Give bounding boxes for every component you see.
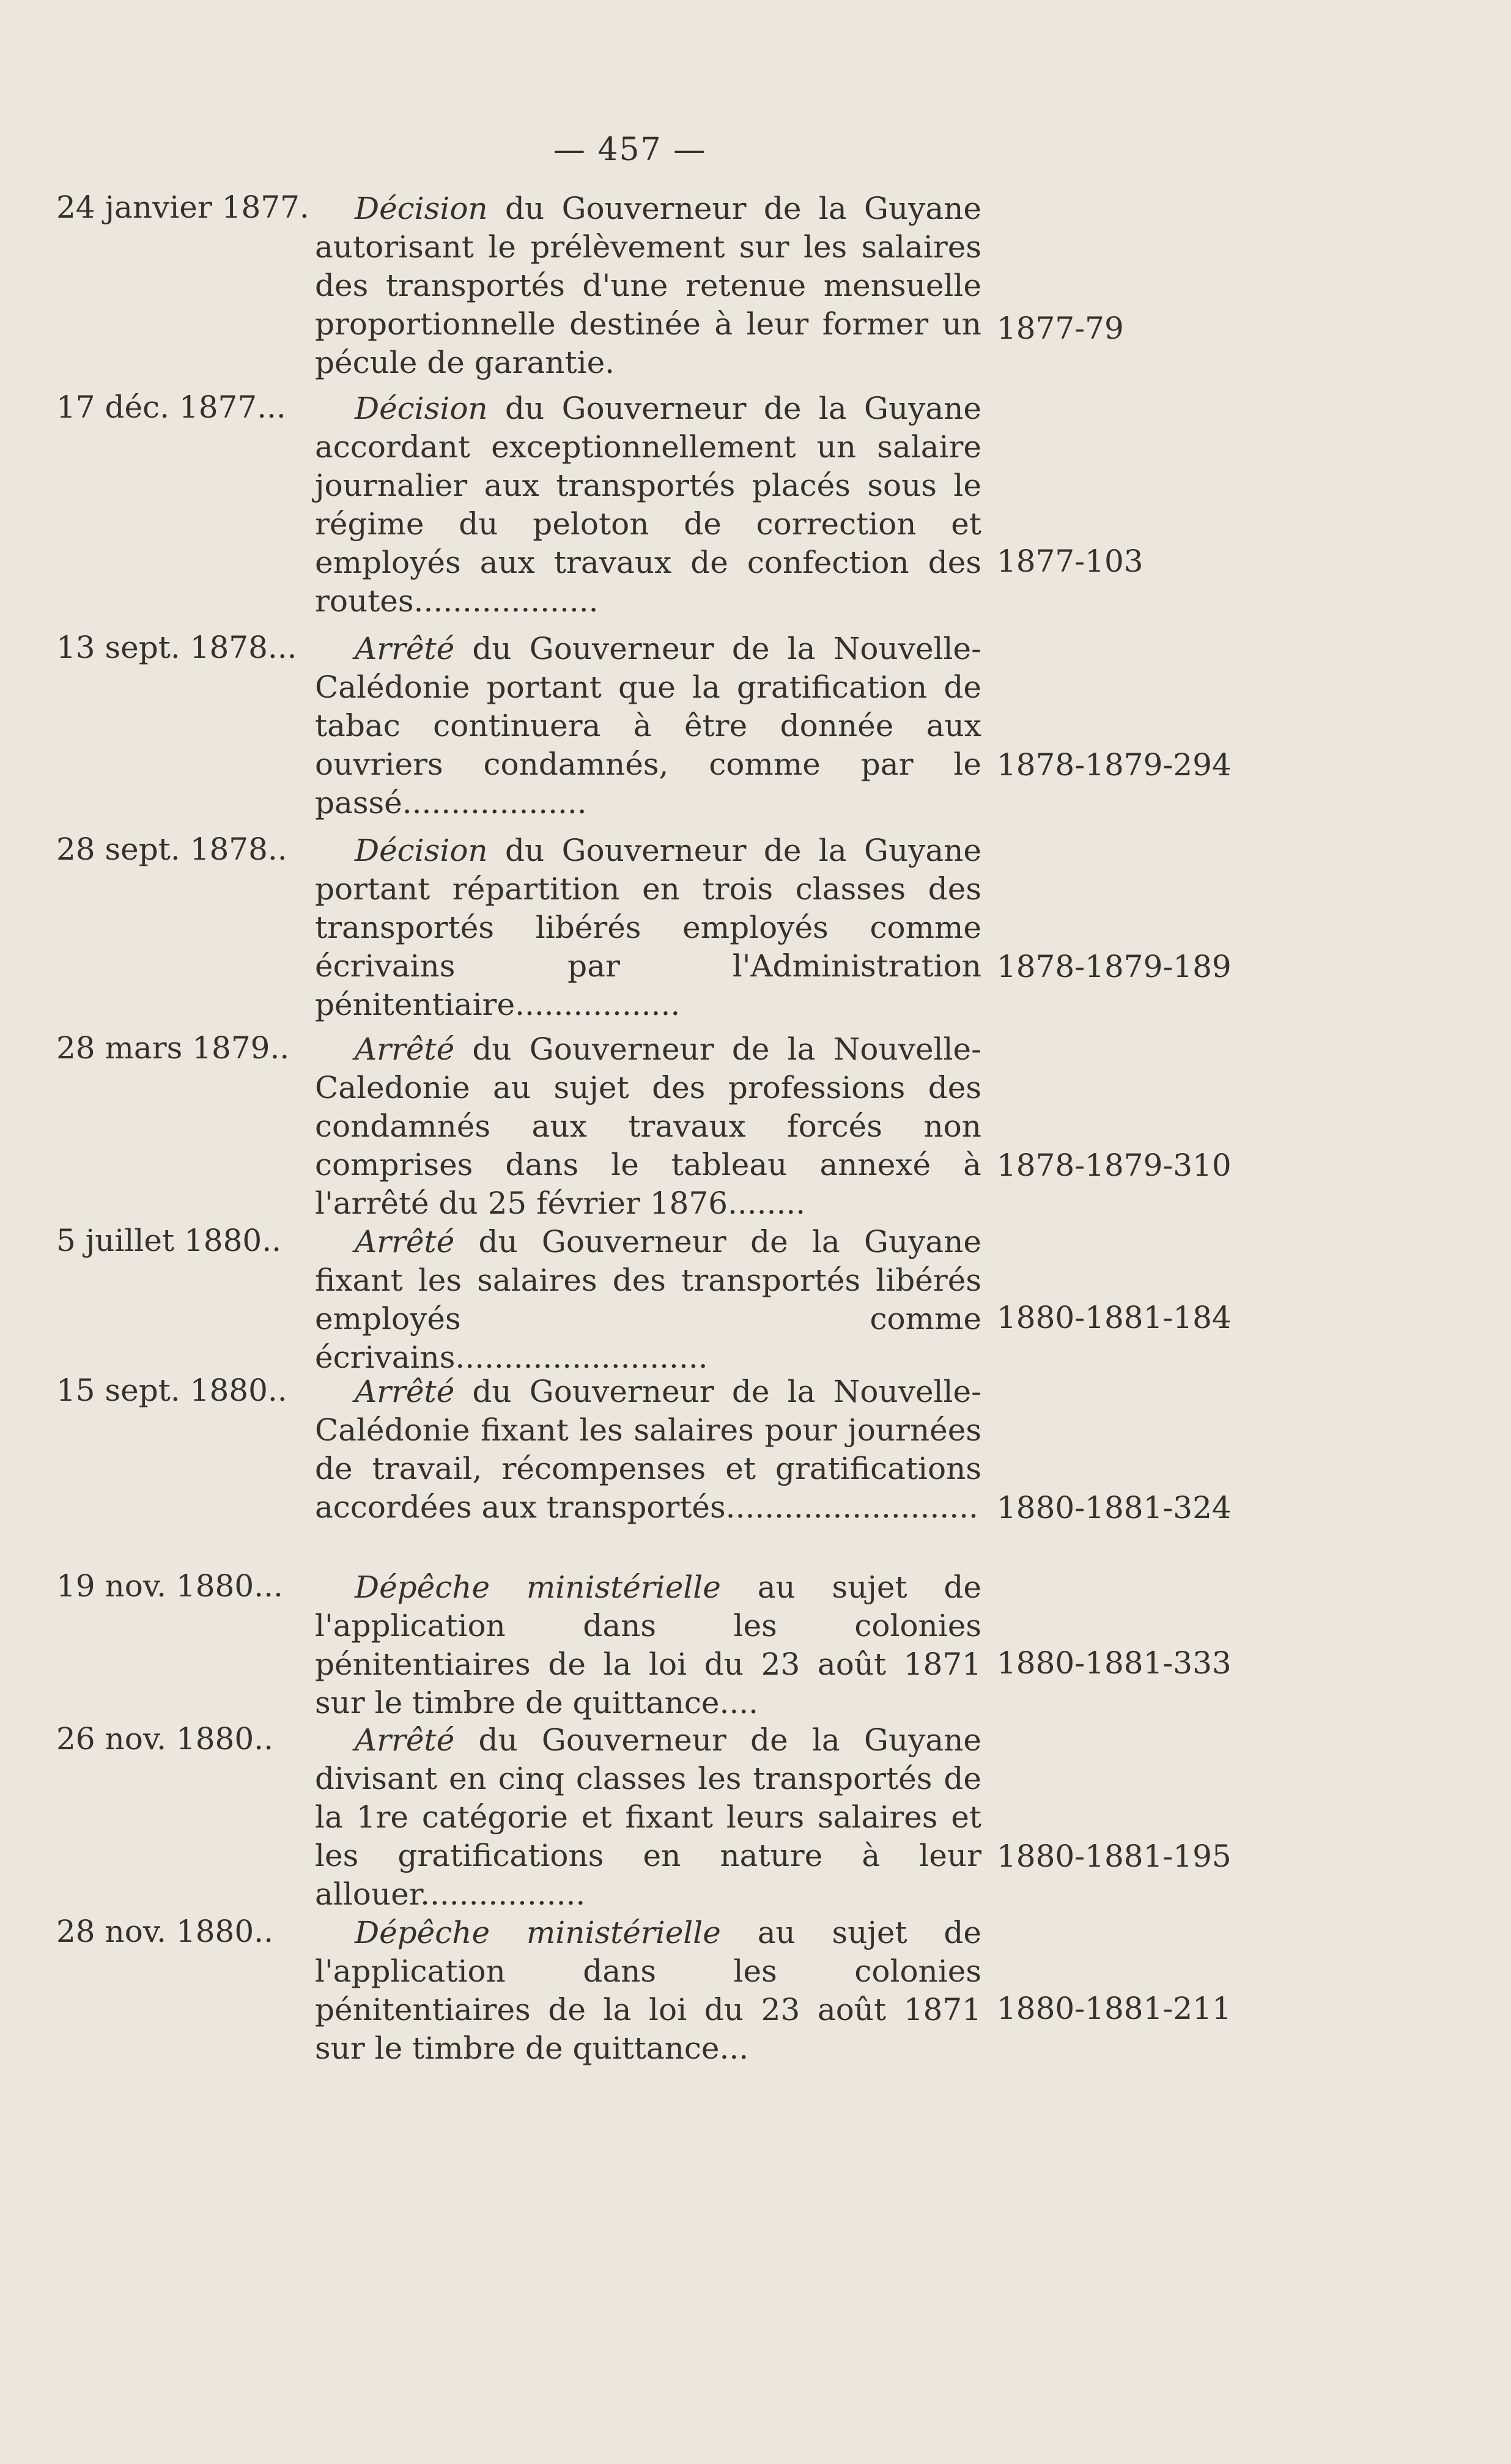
entry-text: du Gouverneur de la Nouvelle-Calédonie fixant les salaires pour journées de travail, récompenses et gratifications accordées aux transportés.......................... — [315, 1374, 981, 1525]
entry-act-type: Arrêté — [355, 1031, 455, 1067]
entry-description — [315, 1568, 981, 1722]
entry-reference: 1878-1879-189 — [997, 949, 1232, 984]
entry-reference: 1877-103 — [997, 544, 1143, 579]
entry-text: du Gouverneur de la Guyane fixant les salaires des transportés libérés employés comme écrivains.......................... — [315, 1224, 981, 1375]
entry-text: du Gouverneur de la Guyane divisant en cinq classes les transportés de la 1re catégorie et fixant leurs salaires et les gratifications en nature à leur allouer................. — [315, 1722, 981, 1912]
entry-act-type: Arrêté — [355, 1722, 455, 1758]
entry-date: 13 sept. 1878... — [56, 630, 297, 665]
entry-text: du Gouverneur de la Nouvelle-Caledonie au sujet des professions des condamnés aux travaux forcés non comprises dans le tableau annexé à l'arrêté du 25 février 1876........ — [315, 1031, 981, 1221]
entry-text: du Gouverneur de la Guyane accordant exceptionnellement un salaire journalier aux transportés placés sous le régime du peloton de correction et employés aux travaux de confection des routes................... — [315, 391, 981, 619]
entry-reference: 1878-1879-294 — [997, 747, 1232, 783]
entry-description — [315, 1030, 981, 1223]
entry-act-type: Décision — [355, 391, 488, 426]
entry-text: au sujet de l'application dans les colonies pénitentiaires de la loi du 23 août 1871 sur le timbre de quittance... — [315, 1915, 981, 2066]
entry-description — [315, 832, 981, 1024]
entry-date: 28 mars 1879.. — [56, 1030, 290, 1066]
entry-reference: 1880-1881-324 — [997, 1490, 1232, 1525]
entry-description — [315, 1721, 981, 1914]
entry-act-type: Arrêté — [355, 631, 455, 666]
entry-reference: 1880-1881-211 — [997, 1991, 1232, 2026]
entry-date: 28 sept. 1878.. — [56, 832, 287, 867]
entry-description — [315, 1223, 981, 1377]
entry-date: 26 nov. 1880.. — [56, 1721, 273, 1757]
entry-date: 15 sept. 1880.. — [56, 1373, 287, 1408]
entry-reference: 1880-1881-195 — [997, 1839, 1232, 1874]
page-number: — 457 — — [553, 131, 707, 168]
entry-description — [315, 389, 981, 621]
entry-date: 19 nov. 1880... — [56, 1568, 283, 1604]
entry-act-type: Arrêté — [355, 1224, 455, 1260]
entry-text: du Gouverneur de la Nouvelle-Calédonie portant que la gratification de tabac continuera à être donnée aux ouvriers condamnés, comme par le passé................... — [315, 631, 981, 821]
entry-reference: 1880-1881-184 — [997, 1300, 1232, 1335]
entry-reference: 1877-79 — [997, 311, 1124, 346]
entry-description — [315, 1914, 981, 2068]
entry-description — [315, 1373, 981, 1527]
entry-description — [315, 630, 981, 822]
entry-text: du Gouverneur de la Guyane portant répartition en trois classes des transportés libérés employés comme écrivains par l'Administration pénitentiaire................. — [315, 833, 981, 1022]
entry-text: du Gouverneur de la Guyane autorisant le prélèvement sur les salaires des transportés d'une retenue mensuelle proportionnelle destinée à leur former un pécule de garantie. — [315, 191, 981, 380]
entry-reference: 1878-1879-310 — [997, 1148, 1232, 1183]
entry-act-type: Décision — [355, 833, 488, 868]
entry-act-type: Dépêche ministérielle — [355, 1915, 721, 1950]
entry-act-type: Dépêche ministérielle — [355, 1570, 721, 1605]
entry-act-type: Arrêté — [355, 1374, 455, 1409]
entry-date: 24 janvier 1877. — [56, 190, 309, 225]
entry-date: 28 nov. 1880.. — [56, 1914, 273, 1949]
entry-date: 17 déc. 1877... — [56, 389, 286, 425]
entry-description — [315, 190, 981, 382]
entry-date: 5 juillet 1880.. — [56, 1223, 281, 1258]
entry-text: au sujet de l'application dans les colonies pénitentiaires de la loi du 23 août 1871 sur le timbre de quittance.... — [315, 1570, 981, 1721]
entry-reference: 1880-1881-333 — [997, 1645, 1232, 1681]
entry-act-type: Décision — [355, 191, 488, 226]
